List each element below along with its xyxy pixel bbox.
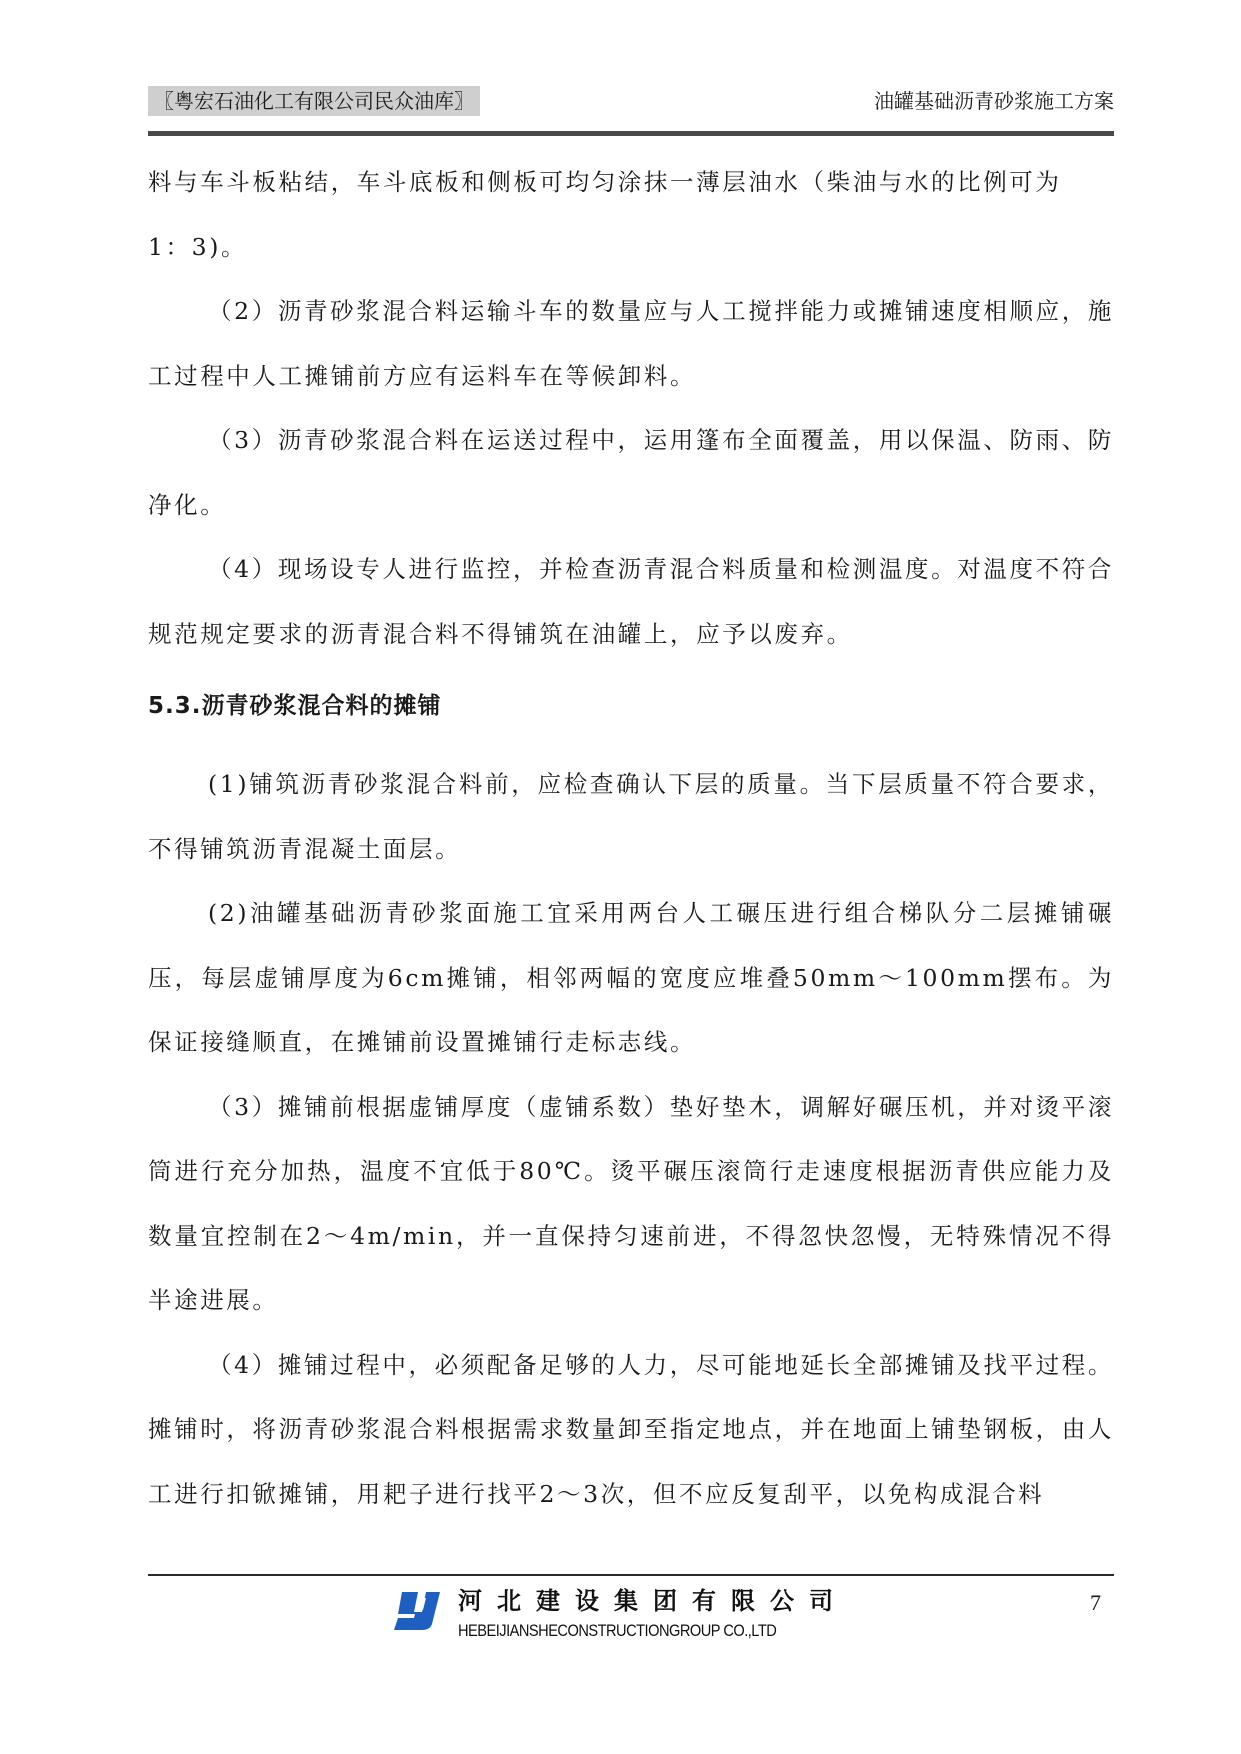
- page-number: 7: [1090, 1590, 1101, 1615]
- paragraph-continued: 料与车斗板粘结，车斗底板和侧板可均匀涂抹一薄层油水（柴油与水的比例可为: [148, 168, 1062, 196]
- paragraph-paving-check: (1)铺筑沥青砂浆混合料前，应检查确认下层的质量。当下层质量不符合要求，不得铺筑沥青混凝土面层。: [148, 770, 1114, 863]
- paragraph-transport-cover: （3）沥青砂浆混合料在运送过程中，运用篷布全面覆盖，用以保温、防雨、防净化。: [148, 426, 1114, 519]
- footer-company-en: HEBEIJIANSHECONSTRUCTIONGROUP CO.,LTD: [458, 1621, 777, 1640]
- paragraph-paving-method: (2)油罐基础沥青砂浆面施工宜采用两台人工碾压进行组合梯队分二层摊铺碾压，每层虚铺厚度为6cm摊铺，相邻两幅的宽度应堆叠50mm～100mm摆布。为保证接缝顺直，在摊铺前设置摊铺行走标志线。: [148, 899, 1114, 1056]
- document-body: [148, 150, 1114, 1526]
- section-heading: 5.3.沥青砂浆混合料的摊铺: [148, 693, 442, 719]
- paragraph-paving-preparation: （3）摊铺前根据虚铺厚度（虚铺系数）垫好垫木，调解好碾压机，并对烫平滚筒进行充分加热，温度不宜低于80℃。烫平碾压滚筒行走速度根据沥青供应能力及数量宜控制在2～4m/min，并一直保持匀速前进，不得忽快忽慢，无特殊情况不得半途进展。: [148, 1092, 1114, 1314]
- company-logo-icon: [392, 1588, 448, 1632]
- footer-rule: [148, 1574, 1114, 1576]
- paragraph-continued-ratio: 1：3)。: [148, 232, 248, 261]
- paragraph-transport-quantity: （2）沥青砂浆混合料运输斗车的数量应与人工搅拌能力或摊铺速度相顺应，施工过程中人工摊铺前方应有运料车在等候卸料。: [148, 297, 1114, 390]
- header-rule: [148, 131, 1114, 136]
- page-header: [148, 86, 1114, 120]
- header-document-title: 油罐基础沥青砂浆施工方案: [874, 89, 1114, 113]
- paragraph-monitoring: （4）现场设专人进行监控，并检查沥青混合料质量和检测温度。对温度不符合规范规定要求的沥青混合料不得铺筑在油罐上，应予以废弃。: [148, 555, 1114, 648]
- paragraph-paving-process: （4）摊铺过程中，必须配备足够的人力，尽可能地延长全部摊铺及找平过程。摊铺时，将沥青砂浆混合料根据需求数量卸至指定地点，并在地面上铺垫钢板，由人工进行扣锨摊铺，用耙子进行找平2～3次，但不应反复刮平，以免构成混合料: [148, 1350, 1114, 1508]
- footer-company-cn: 河北建设集团有限公司: [458, 1587, 848, 1615]
- header-company-name: 〖粤宏石油化工有限公司民众油库〗: [148, 86, 480, 116]
